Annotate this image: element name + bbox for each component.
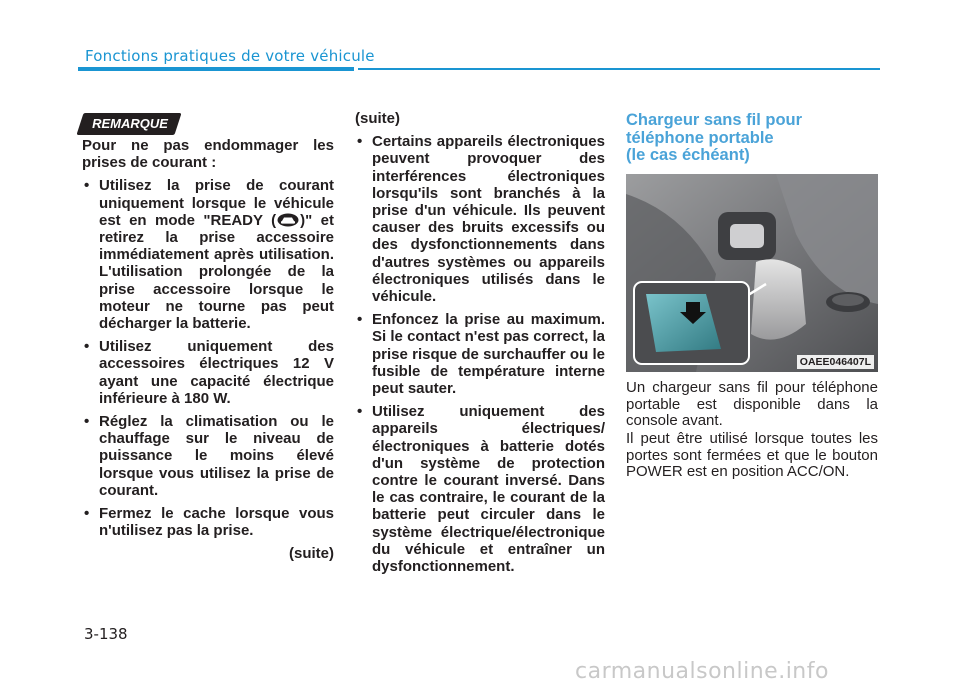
section-paragraph-1: Un chargeur sans fil pour téléphone portable est disponible dans la console avant. xyxy=(626,379,878,429)
continued-bullet-3: • Utilisez uniquement des appareils électriques/ électroniques à batterie dotés d'un système de protection contre le courant inversé. Dans le cas contraire, le courant de la batterie peut circuler dans le système électrique/électronique du véhicule et entraîner un dysfonctionnement. xyxy=(355,403,605,575)
note-intro: Pour ne pas endommager les prises de courant : xyxy=(82,137,334,172)
suite-end-label: (suite) xyxy=(289,545,334,563)
page-number: 3-138 xyxy=(84,625,128,643)
section-paragraph-2: Il peut être utilisé lorsque toutes les portes sont fermées et que le bouton POWER est en position ACC/ON. xyxy=(626,430,878,480)
running-header: Fonctions pratiques de votre véhicule xyxy=(85,47,375,65)
note-bullet-1: • Utilisez la prise de courant uniquement lorsque le véhicule est en mode "READY ( )" et retirez la prise accessoire immédiatement après utilisation. L'utilisation prolongée de la prise accessoire lorsque le moteur ne tourne pas peut décharger la batterie. xyxy=(82,177,334,332)
note-bullet-list xyxy=(82,177,334,539)
car-ready-icon xyxy=(277,213,299,227)
continued-bullet-list xyxy=(355,133,605,575)
suite-start-label: (suite) xyxy=(355,110,400,127)
wireless-charger-photo xyxy=(626,174,878,372)
continued-bullet-1: • Certains appareils électroniques peuvent provoquer des interférences électroniques lorsqu'ils sont branchés à la prise d'un véhicule. Ils peuvent causer des bruits excessifs ou des dysfonctionnements dans d'autres systèmes ou appareils électroniques utilisés dans le véhicule. xyxy=(355,133,605,305)
header-rule-thick xyxy=(78,67,354,71)
header-rule-thin xyxy=(358,68,880,70)
note-bullet-2: • Utilisez uniquement des accessoires électriques 12 V ayant une capacité électrique inférieure à 180 W. xyxy=(82,338,334,407)
section-title: Chargeur sans fil pour téléphone portable (le cas échéant) xyxy=(626,111,803,164)
figure-code: OAEE046407L xyxy=(797,355,874,369)
continued-column xyxy=(355,110,605,581)
watermark: carmanualsonline.info xyxy=(575,659,829,684)
continued-bullet-2: • Enfoncez la prise au maximum. Si le contact n'est pas correct, la prise risque de surchauffer ou le fusible de température interne peut sauter. xyxy=(355,311,605,397)
console-illustration xyxy=(626,174,878,372)
note-bullet-3: • Réglez la climatisation ou le chauffage sur le niveau de puissance le moins élevé lorsque vous utilisez la prise de courant. xyxy=(82,413,334,499)
note-column xyxy=(82,137,334,563)
note-bullet-4: • Fermez le cache lorsque vous n'utilisez pas la prise. xyxy=(82,505,334,539)
note-badge: REMARQUE xyxy=(92,116,168,131)
